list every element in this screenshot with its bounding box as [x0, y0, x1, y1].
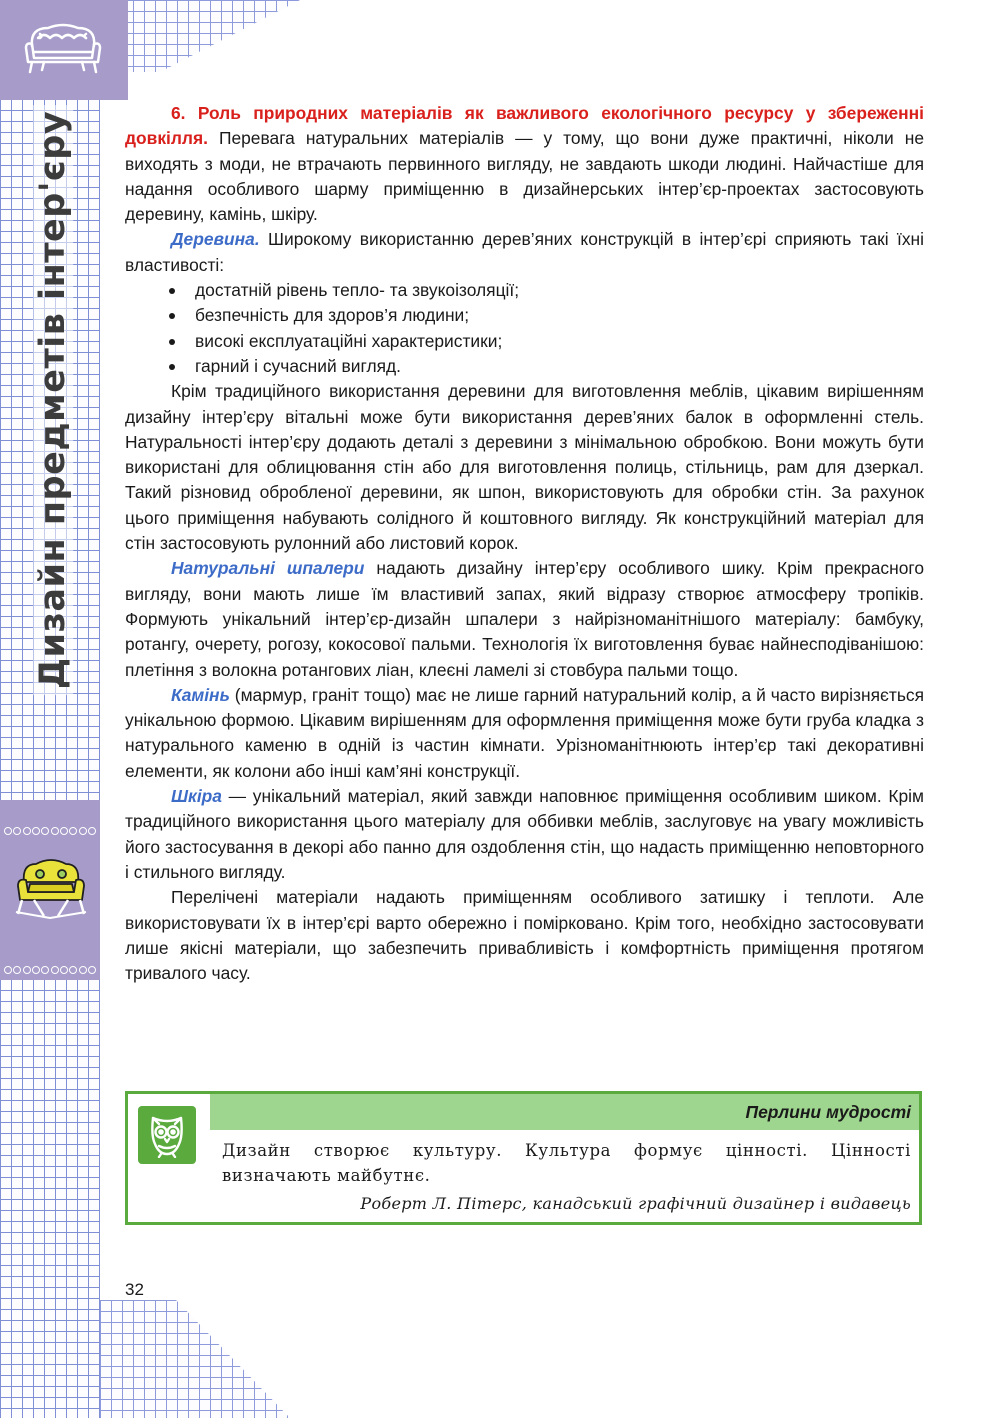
- armchair-icon: [20, 18, 106, 80]
- wallpaper-text: надають дизайну інтер’єру особливого шику. Крім прекрасного вигляду, вони мають лише їм властивий запах, який відразу створює атмосферу тропіків. Формують унікальний інтер’єр-дизайн шпалери з найрізноманітнішого матеріалу: бамбуку, ротангу, очерету, рогозу, кокосової пальми. Технологія їх виготовлення буває найнесподіванішою: плетіння з волокна ротангових ліан, клеєні ламелі зі стовбура пальми тощо.: [125, 558, 924, 680]
- leather-term: Шкіра: [171, 786, 222, 807]
- middle-side-tab: [0, 800, 100, 980]
- top-side-tab: [0, 0, 128, 100]
- conclusion-paragraph: Перелічені матеріали надають приміщенням особливого затишку і теплоти. Але використовувати їх в інтер’єрі варто обережно і помірковано. Крім того, необхідно застосовувати лише якісні матеріали, що забезпечить привабливість і комфортність приміщення протягом тривалого часу.: [125, 887, 924, 984]
- wood-text: Широкому використанню дерев’яних конструкцій в інтер’єрі сприяють такі їхні властивості:: [125, 229, 924, 275]
- wisdom-quote-box: [125, 1091, 922, 1225]
- list-item: високі експлуатаційні характеристики;: [167, 329, 924, 354]
- stone-term: Камінь: [171, 684, 230, 705]
- quote-header-title: Перлини мудрості: [745, 1101, 911, 1122]
- quote-text: Дизайн створює культуру. Культура формує цінності. Цінності визначають майбутнє.: [222, 1141, 911, 1185]
- wallpaper-paragraph: [125, 556, 924, 682]
- stone-paragraph: [125, 683, 924, 784]
- section-heading: 6. Роль природних матеріалів як важливого екологічного ресурсу у збереженні довкілля.: [125, 103, 924, 149]
- list-item: гарний і сучасний вигляд.: [167, 354, 924, 379]
- main-content: [125, 101, 924, 986]
- circle-row-bottom: [4, 966, 96, 976]
- owl-icon: [147, 1112, 187, 1158]
- sofa-icon: [14, 852, 88, 922]
- section-intro-paragraph: [125, 101, 924, 227]
- owl-badge: [138, 1106, 196, 1164]
- leather-paragraph: [125, 784, 924, 885]
- bottom-grid-decoration: [100, 1300, 290, 1418]
- side-title-text: Дизайн предметів інтер'єру: [33, 105, 73, 695]
- wallpaper-term: Натуральні шпалери: [171, 558, 365, 579]
- stone-text: (мармур, граніт тощо) має не лише гарний натуральний колір, а й часто вирізняється унікальною формою. Цікавим вирішенням для оформлення приміщення може бути груба кладка з натурального каменю в одній із частин кімнати. Урізноманітнюють інтер’єр такі декоративні елементи, як колони або інші кам’яні конструкції.: [125, 684, 924, 781]
- wood-properties-list: [125, 278, 924, 379]
- side-section-title: [18, 110, 88, 690]
- wood-paragraph: [125, 227, 924, 278]
- wood-term: Деревина.: [171, 229, 260, 250]
- page-number: 32: [125, 1280, 144, 1299]
- quote-author: Роберт Л. Пітерс, канадський графічний дизайнер і видавець: [360, 1194, 911, 1213]
- leather-text: — унікальний матеріал, який завжди наповнює приміщення особливим шиком. Крім традиційного використання цього матеріалу для оббивки меблів, заслуговує на увагу можливість його застосування в декорі або панно для оздоблення стін, що надасть приміщенню неповторного і стильного вигляду.: [125, 786, 924, 882]
- top-grid-decoration: [100, 0, 300, 72]
- wood-details-paragraph: Крім традиційного використання деревини для виготовлення меблів, цікавим вирішенням дизайну інтер’єру вітальні може бути використання дерев’яних балок в оформленні стель. Натуральності інтер’єру додають деталі з деревини з мінімальною обробкою. Вони можуть бути використані для облицювання стін або для виготовлення полиць, стільниць, рам для дзеркал. Такий різновид обробленої деревини, як шпон, використовують для обробки стін. За рахунок цього приміщення набувають солідного й коштовного вигляду. Як конструкційний матеріал для стін застосовують рулонний або листовий корок.: [125, 381, 924, 554]
- list-item: достатній рівень тепло- та звукоізоляції;: [167, 278, 924, 303]
- circle-row-top: [4, 827, 96, 837]
- quote-header: [210, 1094, 919, 1130]
- list-item: безпечність для здоров’я людини;: [167, 303, 924, 328]
- section-intro-text: Перевага натуральних матеріалів — у тому, що вони дуже практичні, ніколи не виходять з моди, не втрачають первинного вигляду, не завдають шкоди людині. Найчастіше для надання особливого шарму приміщенню в дизайнерських інтер’єр-проектах застосовують деревину, камінь, шкіру.: [125, 128, 924, 225]
